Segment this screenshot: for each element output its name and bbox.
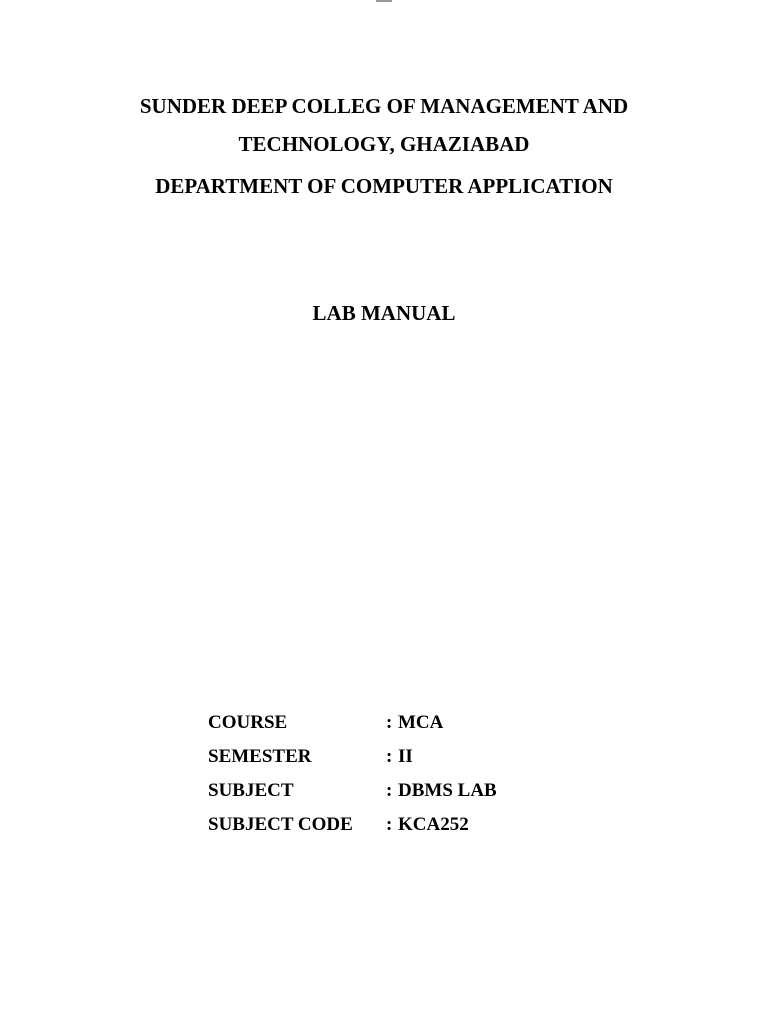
subject-code-separator: : — [386, 814, 393, 835]
subject-row — [208, 779, 608, 813]
subject-code-row — [208, 813, 608, 847]
semester-label: SEMESTER — [208, 746, 312, 767]
page-top-mark — [376, 0, 392, 2]
subject-code-value: KCA252 — [398, 814, 469, 835]
subject-label: SUBJECT — [208, 780, 294, 801]
document-title: LAB MANUAL — [312, 301, 456, 325]
institution-name-line-1: SUNDER DEEP COLLEG OF MANAGEMENT AND — [139, 94, 629, 118]
course-details — [208, 711, 608, 847]
semester-separator: : — [386, 746, 393, 767]
semester-value: II — [398, 746, 413, 767]
semester-row — [208, 745, 608, 779]
institution-name-line-2: TECHNOLOGY, GHAZIABAD — [238, 132, 530, 156]
course-value: MCA — [398, 712, 444, 733]
subject-value: DBMS LAB — [398, 780, 497, 801]
subject-separator: : — [386, 780, 393, 801]
course-label: COURSE — [208, 712, 288, 733]
course-row — [208, 711, 608, 745]
subject-code-label: SUBJECT CODE — [208, 814, 353, 835]
course-separator: : — [386, 712, 393, 733]
department-name: DEPARTMENT OF COMPUTER APPLICATION — [155, 174, 613, 198]
